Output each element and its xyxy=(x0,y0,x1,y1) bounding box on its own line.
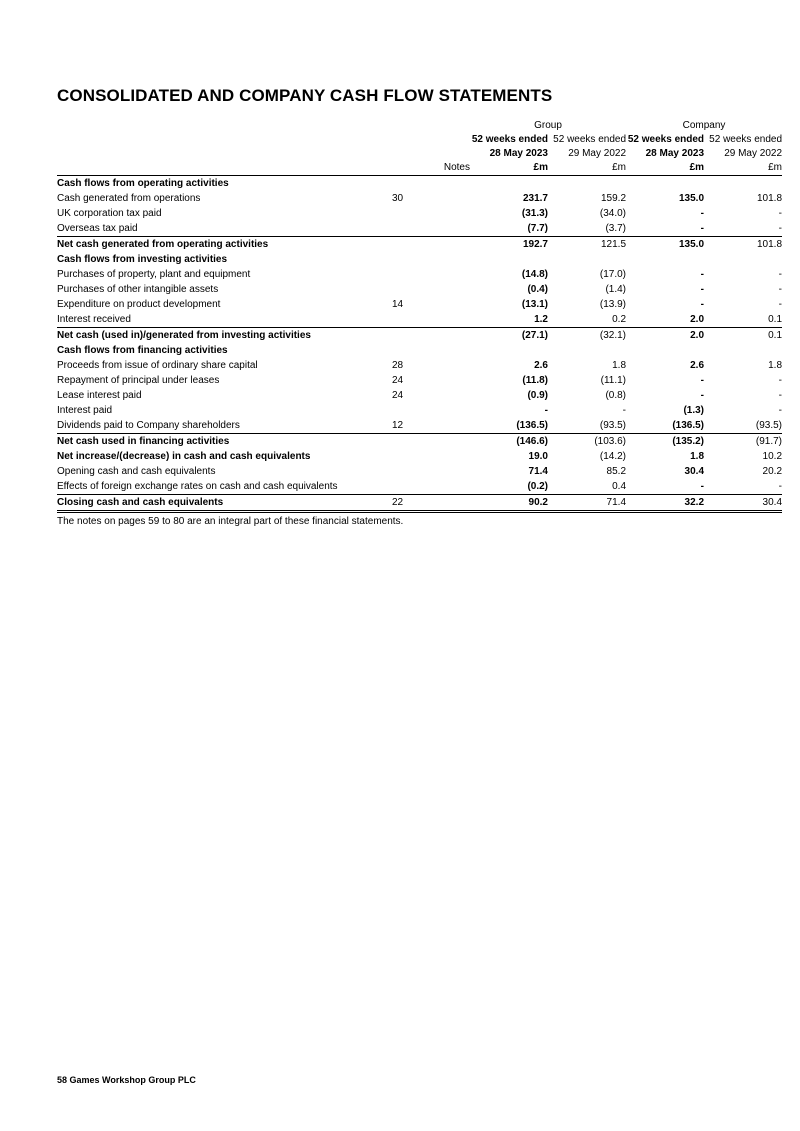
company-2023-value: 1.8 xyxy=(690,451,705,462)
note-ref xyxy=(380,479,470,495)
group-2022-value: 71.4 xyxy=(548,495,626,512)
table-row xyxy=(57,221,782,237)
company-2023-value: (136.5) xyxy=(672,420,705,431)
note-ref xyxy=(380,176,470,192)
group-2023-value xyxy=(470,343,548,358)
group-2023-value: 231.7 xyxy=(522,193,548,204)
table-row xyxy=(57,312,782,328)
period-date: 29 May 2022 xyxy=(568,148,627,159)
section-heading-row xyxy=(57,176,782,192)
company-2023-value: - xyxy=(700,375,705,386)
group-2022-value: (93.5) xyxy=(599,420,627,431)
company-2022-value xyxy=(704,343,782,358)
company-2022-value: - xyxy=(778,269,783,280)
period-line1: 52 weeks ended xyxy=(709,134,783,145)
company-2022-value: (91.7) xyxy=(704,434,782,450)
group-2023-value: (136.5) xyxy=(516,420,548,431)
company-2022-value: - xyxy=(778,284,783,295)
company-2023-value: - xyxy=(700,390,705,401)
group-2023-value: 1.2 xyxy=(534,314,548,325)
company-2022-value: - xyxy=(778,481,783,492)
group-2022-value: (1.4) xyxy=(605,284,627,295)
group-2023-value: (13.1) xyxy=(521,299,548,310)
company-2023-value: 2.0 xyxy=(626,328,704,344)
row-label: Net cash generated from operating activities xyxy=(57,237,380,253)
row-label: Expenditure on product development xyxy=(57,299,221,310)
header-row-groups xyxy=(57,119,782,133)
note-ref: 30 xyxy=(392,193,404,204)
company-2023-value: 2.6 xyxy=(690,360,705,371)
period-line1: 52 weeks ended xyxy=(471,134,548,145)
company-2022-value: 1.8 xyxy=(768,360,783,371)
company-2023-value: 30.4 xyxy=(684,466,705,477)
note-ref xyxy=(380,464,470,479)
row-label: Repayment of principal under leases xyxy=(57,375,220,386)
company-2022-value xyxy=(704,176,782,192)
header-row-date xyxy=(57,147,782,161)
row-label: Cash flows from investing activities xyxy=(57,254,228,265)
group-2023-value: (31.3) xyxy=(521,208,548,219)
note-ref xyxy=(380,449,470,464)
note-ref xyxy=(380,328,470,344)
table-row xyxy=(57,358,782,373)
row-label: Purchases of property, plant and equipment xyxy=(57,269,251,280)
header-row-period xyxy=(57,133,782,147)
group-2022-value: (11.1) xyxy=(600,375,627,386)
period-line1: 52 weeks ended xyxy=(627,134,705,145)
company-2023-value: 135.0 xyxy=(678,193,705,204)
group-2022-value xyxy=(548,343,626,358)
company-2023-value xyxy=(626,252,704,267)
group-2022-value: 159.2 xyxy=(600,193,627,204)
page-title: CONSOLIDATED AND COMPANY CASH FLOW STATEMENTS xyxy=(57,86,553,105)
group-2022-value: - xyxy=(622,405,627,416)
company-2023-value: - xyxy=(700,481,705,492)
row-label: Dividends paid to Company shareholders xyxy=(57,420,240,431)
note-ref: 28 xyxy=(392,360,404,371)
period-date: 28 May 2023 xyxy=(645,148,705,159)
note-ref xyxy=(380,434,470,450)
note-ref: 24 xyxy=(392,390,404,401)
table-row xyxy=(57,388,782,403)
company-2022-value: - xyxy=(778,405,783,416)
row-label: Proceeds from issue of ordinary share capital xyxy=(57,360,258,371)
row-label: Net cash (used in)/generated from investing activities xyxy=(57,328,380,344)
company-header: Company xyxy=(682,120,726,131)
note-ref: 12 xyxy=(392,420,404,431)
table-row xyxy=(57,403,782,418)
table-row xyxy=(57,495,782,512)
group-2023-value: (11.8) xyxy=(522,375,548,386)
note-ref: 14 xyxy=(392,299,404,310)
group-2022-value: (34.0) xyxy=(599,208,627,219)
unit-label: £m xyxy=(612,162,627,173)
company-2023-value: 2.0 xyxy=(690,314,705,325)
page-footer: 58 Games Workshop Group PLC xyxy=(57,1075,196,1085)
company-2022-value: - xyxy=(778,208,783,219)
table-row xyxy=(57,237,782,253)
row-label: Interest received xyxy=(57,314,131,325)
group-2022-value xyxy=(548,176,626,192)
company-2022-value: 101.8 xyxy=(704,237,782,253)
notes-header: Notes xyxy=(443,162,470,173)
group-2023-value: (7.7) xyxy=(527,223,548,234)
note-ref: 24 xyxy=(392,375,404,386)
group-2022-value: (32.1) xyxy=(548,328,626,344)
group-2022-value: 0.4 xyxy=(612,481,627,492)
row-label: Net increase/(decrease) in cash and cash equivalents xyxy=(57,451,311,462)
row-label: Effects of foreign exchange rates on cash and cash equivalents xyxy=(57,481,338,492)
cash-flow-table xyxy=(57,119,782,513)
table-row xyxy=(57,479,782,495)
company-2023-value: - xyxy=(700,284,705,295)
table-row xyxy=(57,418,782,434)
group-2022-value: (3.7) xyxy=(605,223,627,234)
company-2022-value: 101.8 xyxy=(756,193,783,204)
note-ref xyxy=(380,267,470,282)
table-row xyxy=(57,434,782,450)
unit-label: £m xyxy=(689,162,705,173)
company-2022-value: - xyxy=(778,299,783,310)
note-ref xyxy=(380,206,470,221)
table-row xyxy=(57,464,782,479)
group-2022-value: (13.9) xyxy=(599,299,627,310)
table-row xyxy=(57,267,782,282)
row-label: Overseas tax paid xyxy=(57,223,138,234)
group-2023-value: (0.4) xyxy=(527,284,548,295)
group-2023-value: (0.2) xyxy=(527,481,548,492)
company-2022-value: 20.2 xyxy=(762,466,783,477)
period-line1: 52 weeks ended xyxy=(553,134,627,145)
group-2023-value: 192.7 xyxy=(470,237,548,253)
company-2022-value: 0.1 xyxy=(768,314,783,325)
row-label: UK corporation tax paid xyxy=(57,208,162,219)
company-2023-value: 135.0 xyxy=(626,237,704,253)
group-2023-value xyxy=(470,176,548,192)
table-row xyxy=(57,297,782,312)
table-row xyxy=(57,206,782,221)
section-heading-row xyxy=(57,343,782,358)
header-row-units xyxy=(57,161,782,176)
group-2022-value: 121.5 xyxy=(548,237,626,253)
group-2022-value: 1.8 xyxy=(612,360,627,371)
group-2022-value xyxy=(548,252,626,267)
group-2022-value: (103.6) xyxy=(548,434,626,450)
note-ref xyxy=(380,237,470,253)
note-ref: 22 xyxy=(380,495,470,512)
group-2022-value: (17.0) xyxy=(599,269,627,280)
group-2023-value: (27.1) xyxy=(470,328,548,344)
note-ref xyxy=(380,252,470,267)
group-2023-value: - xyxy=(544,405,548,416)
company-2023-value: - xyxy=(700,299,705,310)
period-date: 28 May 2023 xyxy=(489,148,548,159)
company-2022-value: 30.4 xyxy=(704,495,782,512)
note-ref xyxy=(380,221,470,237)
row-label: Purchases of other intangible assets xyxy=(57,284,219,295)
note-ref xyxy=(380,282,470,297)
company-2022-value: - xyxy=(778,375,783,386)
group-2023-value: 2.6 xyxy=(534,360,548,371)
row-label: Opening cash and cash equivalents xyxy=(57,466,216,477)
group-2023-value: 71.4 xyxy=(528,466,548,477)
company-2023-value xyxy=(626,343,704,358)
company-2023-value: (135.2) xyxy=(626,434,704,450)
group-2023-value: (0.9) xyxy=(527,390,548,401)
group-2023-value xyxy=(470,252,548,267)
table-row xyxy=(57,191,782,206)
group-2023-value: 19.0 xyxy=(528,451,548,462)
table-row xyxy=(57,449,782,464)
company-2022-value: 0.1 xyxy=(704,328,782,344)
row-label: Cash flows from financing activities xyxy=(57,345,228,356)
company-2022-value: (93.5) xyxy=(755,420,783,431)
row-label: Lease interest paid xyxy=(57,390,142,401)
unit-label: £m xyxy=(768,162,783,173)
row-label: Cash flows from operating activities xyxy=(57,176,380,192)
group-2023-value: 90.2 xyxy=(470,495,548,512)
company-2022-value: 10.2 xyxy=(762,451,783,462)
company-2022-value: - xyxy=(778,390,783,401)
table-row xyxy=(57,282,782,297)
company-2022-value xyxy=(704,252,782,267)
note-ref xyxy=(380,312,470,328)
table-row xyxy=(57,373,782,388)
company-2023-value: - xyxy=(700,223,705,234)
group-2022-value: (14.2) xyxy=(599,451,627,462)
row-label: Interest paid xyxy=(57,405,113,416)
row-label: Closing cash and cash equivalents xyxy=(57,495,380,512)
row-label: Cash generated from operations xyxy=(57,193,201,204)
group-2023-value: (14.8) xyxy=(521,269,548,280)
row-label: Net cash used in financing activities xyxy=(57,434,380,450)
company-2022-value: - xyxy=(778,223,783,234)
note-ref xyxy=(380,343,470,358)
company-2023-value: 32.2 xyxy=(626,495,704,512)
company-2023-value: (1.3) xyxy=(683,405,705,416)
table-row xyxy=(57,328,782,344)
section-heading-row xyxy=(57,252,782,267)
note-ref xyxy=(380,403,470,418)
unit-label: £m xyxy=(533,162,548,173)
group-2022-value: 85.2 xyxy=(606,466,627,477)
group-2022-value: (0.8) xyxy=(605,390,627,401)
company-2023-value: - xyxy=(700,208,705,219)
group-2023-value: (146.6) xyxy=(470,434,548,450)
group-2022-value: 0.2 xyxy=(612,314,627,325)
company-2023-value: - xyxy=(700,269,705,280)
company-2023-value xyxy=(626,176,704,192)
footnote: The notes on pages 59 to 80 are an integral part of these financial statements. xyxy=(57,516,404,527)
period-date: 29 May 2022 xyxy=(724,148,783,159)
group-header: Group xyxy=(534,120,562,131)
